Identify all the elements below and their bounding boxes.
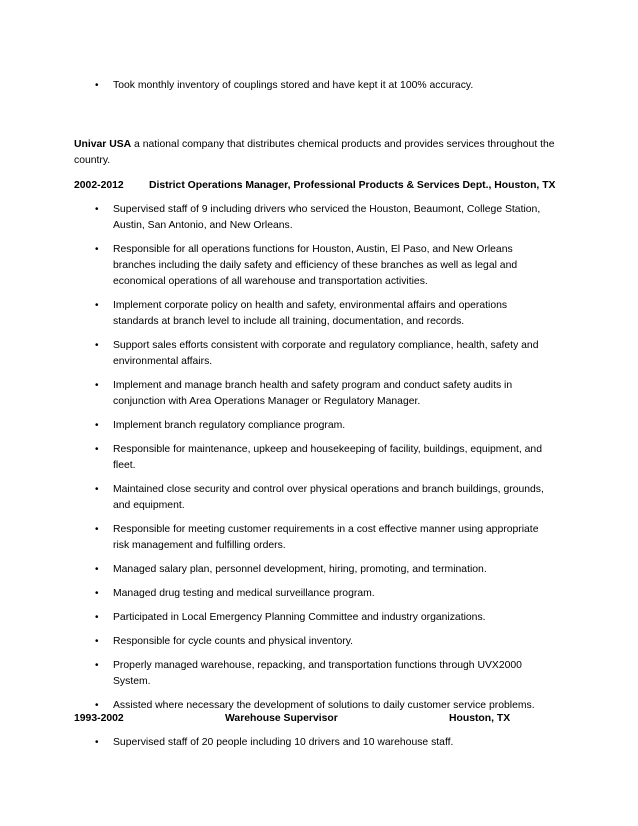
bullet-text: Responsible for all operations functions for Houston, Austin, El Paso, and New Orleans branches including the daily safety and efficiency of these branches as well as legal and economical operations of all warehouse and transportation activities. <box>113 244 518 287</box>
bullet-icon: • <box>95 420 99 431</box>
list-item <box>0 735 638 751</box>
role-title: District Operations Manager, Professional Products & Services Dept., Houston, TX <box>149 180 556 191</box>
bullet-text: Maintained close security and control over physical operations and branch buildings, grounds, and equipment. <box>113 484 544 511</box>
company-name: Univar USA <box>74 139 132 150</box>
bullet-text: Participated in Local Emergency Planning Committee and industry organizations. <box>113 612 486 623</box>
list-item <box>0 634 638 650</box>
list-item <box>0 202 638 234</box>
company-description <box>74 137 564 169</box>
list-item <box>0 418 638 434</box>
role-dates: 1993-2002 <box>74 713 124 724</box>
previous-role-bullets <box>0 78 638 94</box>
list-item <box>0 586 638 602</box>
bullet-text: Responsible for cycle counts and physical inventory. <box>113 636 354 647</box>
bullet-icon: • <box>95 340 99 351</box>
bullet-text: Managed salary plan, personnel development, hiring, promoting, and termination. <box>113 564 487 575</box>
list-item <box>0 378 638 410</box>
bullet-text: Implement corporate policy on health and safety, environmental affairs and operations standards at branch level to include all training, documentation, and records. <box>113 300 508 327</box>
bullet-text: Support sales efforts consistent with corporate and regulatory compliance, health, safety and environmental affairs. <box>113 340 539 367</box>
bullet-text: Supervised staff of 9 including drivers who serviced the Houston, Beaumont, College Station, Austin, San Antonio, and New Orleans. <box>113 204 541 231</box>
district-ops-bullets <box>0 202 638 714</box>
warehouse-supervisor-bullets <box>0 735 638 751</box>
list-item <box>0 522 638 554</box>
bullet-icon: • <box>95 564 99 575</box>
list-item <box>0 658 638 690</box>
bullet-icon: • <box>95 80 99 91</box>
bullet-icon: • <box>95 636 99 647</box>
role-dates: 2002-2012 <box>74 180 124 191</box>
bullet-icon: • <box>95 244 99 255</box>
bullet-text: Properly managed warehouse, repacking, and transportation functions through UVX2000 System. <box>113 660 522 687</box>
bullet-icon: • <box>95 444 99 455</box>
bullet-icon: • <box>95 484 99 495</box>
bullet-icon: • <box>95 204 99 215</box>
bullet-text: Responsible for maintenance, upkeep and housekeeping of facility, buildings, equipment, and fleet. <box>113 444 542 471</box>
list-item <box>0 78 638 94</box>
bullet-icon: • <box>95 700 99 711</box>
bullet-icon: • <box>95 300 99 311</box>
list-item <box>0 298 638 330</box>
bullet-text: Took monthly inventory of couplings stored and have kept it at 100% accuracy. <box>113 80 474 91</box>
bullet-text: Implement and manage branch health and safety program and conduct safety audits in conjunction with Area Operations Manager or Regulatory Manager. <box>113 380 513 407</box>
role-title: Warehouse Supervisor <box>225 713 338 724</box>
bullet-text: Supervised staff of 20 people including 10 drivers and 10 warehouse staff. <box>113 737 454 748</box>
bullet-icon: • <box>95 737 99 748</box>
bullet-icon: • <box>95 380 99 391</box>
bullet-text: Responsible for meeting customer requirements in a cost effective manner using appropriate risk management and fulfilling orders. <box>113 524 539 551</box>
bullet-icon: • <box>95 660 99 671</box>
list-item <box>0 442 638 474</box>
list-item <box>0 242 638 290</box>
bullet-icon: • <box>95 612 99 623</box>
list-item <box>0 610 638 626</box>
company-summary: a national company that distributes chemical products and provides services throughout the country. <box>74 139 555 166</box>
list-item <box>0 338 638 370</box>
bullet-text: Assisted where necessary the development of solutions to daily customer service problems. <box>113 700 535 711</box>
bullet-icon: • <box>95 588 99 599</box>
bullet-icon: • <box>95 524 99 535</box>
bullet-text: Implement branch regulatory compliance program. <box>113 420 346 431</box>
bullet-text: Managed drug testing and medical surveillance program. <box>113 588 375 599</box>
list-item <box>0 482 638 514</box>
role-location: Houston, TX <box>449 713 511 724</box>
list-item <box>0 562 638 578</box>
